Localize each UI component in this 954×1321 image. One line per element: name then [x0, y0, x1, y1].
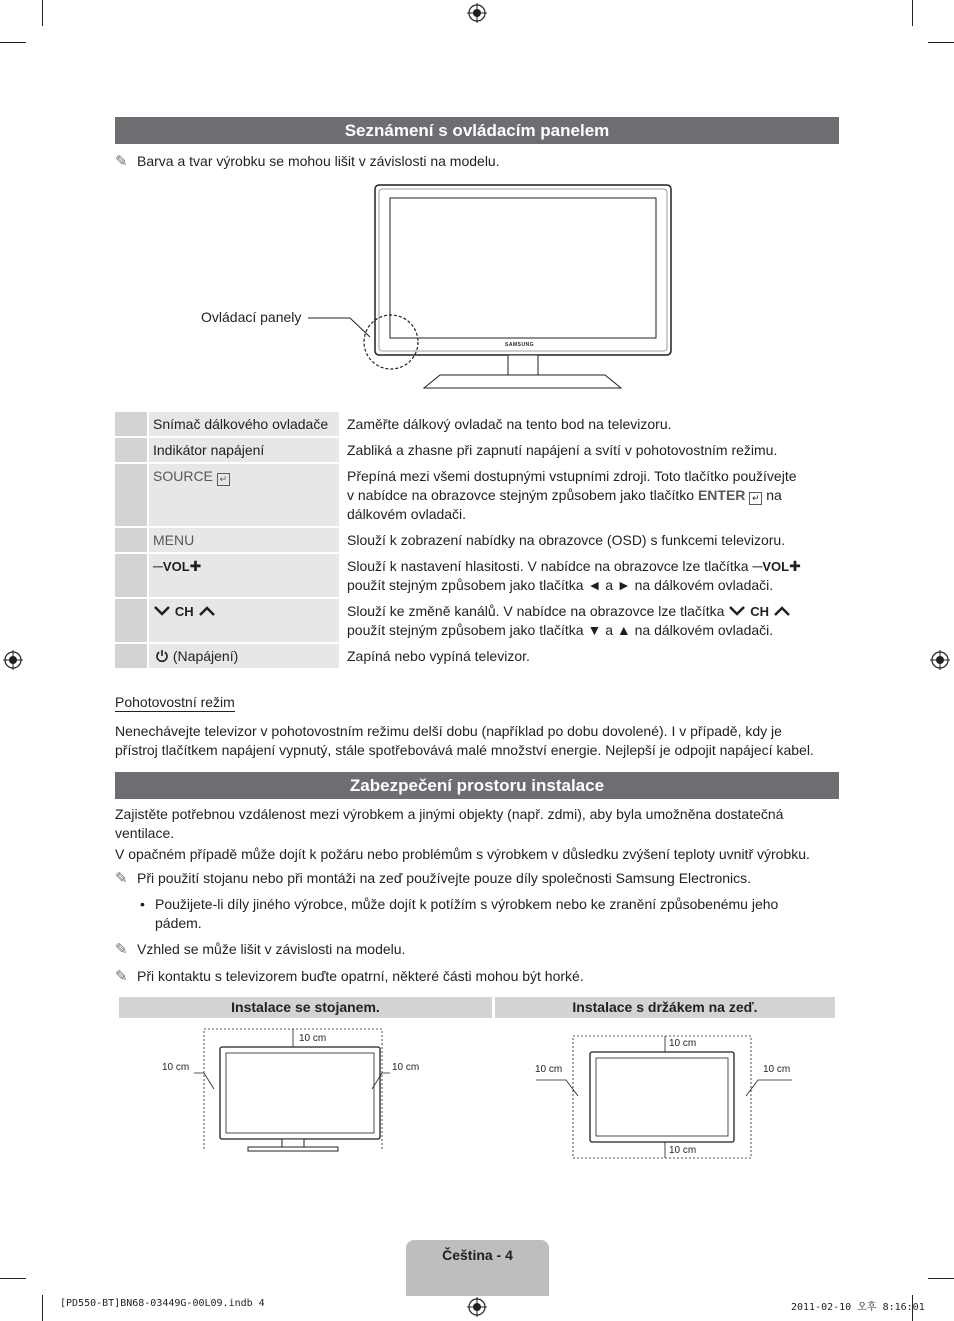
pencil-note-icon: ✎	[115, 968, 128, 985]
desc-line: dálkovém ovladači.	[347, 506, 467, 522]
desc-line: použít stejným způsobem jako tlačítka ▼ a ▲ na dálkovém ovladači.	[347, 622, 774, 638]
chevron-down-icon	[153, 605, 171, 617]
note-samsung-parts	[115, 869, 751, 888]
crop-mark	[42, 1295, 43, 1321]
control-description	[341, 554, 839, 597]
note-text: Při použití stojanu nebo při montáži na zeď používejte pouze díly společnosti Samsung Electronics.	[137, 870, 752, 886]
registration-mark-icon	[467, 1297, 487, 1317]
desc-line: Slouží k nastavení hlasitosti. V nabídce na obrazovce lze tlačítka ─VOL✚	[347, 558, 801, 574]
section-title-installation-space: Zabezpečení prostoru instalace	[115, 772, 839, 799]
power-label: (Napájení)	[172, 648, 239, 664]
callout-control-panels: Ovládací panely	[201, 309, 302, 325]
table-row	[115, 412, 839, 436]
plus-icon: ✚	[789, 558, 801, 574]
row-number-cell	[115, 464, 147, 526]
pencil-note-icon: ✎	[115, 870, 128, 887]
text-line: Nenechávejte televizor v pohotovostním režimu delší dobu (například po dobu dovolené). I v případě, kdy je	[115, 723, 782, 739]
control-name-power	[149, 644, 339, 668]
note-text: Vzhled se může lišit v závislosti na modelu.	[137, 941, 406, 957]
control-description: Zaměřte dálkový ovladač na tento bod na televizoru.	[347, 416, 672, 432]
registration-mark-icon	[930, 650, 950, 670]
desc-line: použít stejným způsobem jako tlačítka ◄ a ► na dálkovém ovladači.	[347, 577, 774, 593]
table-row	[115, 554, 839, 597]
distance-right-label: 10 cm	[763, 1064, 791, 1075]
tv-brand-logo: SAMSUNG	[505, 342, 535, 348]
crop-mark	[0, 42, 26, 43]
note-text: Barva a tvar výrobku se mohou lišit v závislosti na modelu.	[137, 153, 500, 169]
bullet-icon: •	[140, 896, 145, 912]
control-description: Slouží k zobrazení nabídky na obrazovce (OSD) s funkcemi televizoru.	[347, 532, 786, 548]
note-appearance	[115, 940, 405, 959]
pencil-note-icon: ✎	[115, 153, 128, 170]
row-number-cell	[115, 438, 147, 462]
crop-mark	[928, 1278, 954, 1279]
desc-line: Slouží ke změně kanálů. V nabídce na obrazovce lze tlačítka CH	[347, 602, 839, 621]
registration-mark-icon	[3, 650, 23, 670]
minus-icon: ─	[752, 558, 763, 574]
chevron-up-icon	[198, 605, 216, 617]
tv-front-illustration	[195, 182, 675, 394]
standby-text	[115, 722, 840, 760]
crop-mark	[928, 42, 954, 43]
bullet-item	[140, 895, 830, 933]
control-name: MENU	[149, 528, 339, 552]
ch-label: CH	[750, 604, 770, 619]
section-title-control-panel: Seznámení s ovládacím panelem	[115, 117, 839, 144]
table-row	[115, 438, 839, 462]
ventilation-text	[115, 805, 840, 864]
crop-mark	[42, 0, 43, 26]
row-number-cell	[115, 599, 147, 642]
row-number-cell	[115, 554, 147, 597]
control-name: Indikátor napájení	[149, 438, 339, 462]
vol-label: VOL	[162, 559, 190, 574]
vol-label: VOL	[762, 559, 790, 574]
text-line: ventilace.	[115, 825, 175, 841]
control-description	[341, 464, 839, 526]
desc-line: v nabídce na obrazovce stejným způsobem jako tlačítko ENTER ↵ na	[347, 487, 782, 503]
source-label: SOURCE	[153, 468, 213, 484]
distance-bottom-label: 10 cm	[669, 1145, 697, 1156]
text-line: V opačném případě může dojít k požáru nebo problémům s výrobkem v důsledku zvýšení teploty uvnitř výrobku.	[115, 846, 810, 862]
row-number-cell	[115, 412, 147, 436]
distance-top-label: 10 cm	[669, 1038, 697, 1049]
control-name: Snímač dálkového ovladače	[149, 412, 339, 436]
standby-heading: Pohotovostní režim	[115, 694, 235, 710]
control-description	[341, 599, 839, 642]
note-hot-parts	[115, 967, 584, 986]
minus-icon: ─	[153, 558, 163, 574]
table-row	[115, 599, 839, 642]
row-number-cell	[115, 644, 147, 668]
page-number-tab: Čeština - 4	[406, 1240, 549, 1296]
text-line: přístroj tlačítkem napájení vypnutý, stále spotřebovává malé množství energie. Nejlepší je odpojit napájecí kabel.	[115, 742, 814, 758]
wall-install-diagram	[530, 1030, 800, 1162]
table-row	[115, 644, 839, 668]
control-name-ch	[149, 599, 339, 642]
text-line: pádem.	[155, 915, 202, 931]
enter-icon: ↵	[749, 492, 762, 505]
control-name-source	[149, 464, 339, 526]
distance-top-label: 10 cm	[299, 1033, 327, 1044]
enter-icon: ↵	[217, 473, 230, 486]
control-name-vol	[149, 554, 339, 597]
stand-install-heading: Instalace se stojanem.	[119, 997, 492, 1018]
stand-install-diagram	[150, 1025, 400, 1155]
enter-label: ENTER	[697, 487, 746, 503]
text-line: Použijete-li díly jiného výrobce, může dojít k potížím s výrobkem nebo ke zranění způsobenému jeho	[155, 896, 779, 912]
distance-left-label: 10 cm	[162, 1062, 190, 1073]
file-slug: [PD550-BT]BN68-03449G-00L09.indb 4	[60, 1298, 265, 1309]
distance-right-label: 10 cm	[392, 1062, 420, 1073]
chevron-up-icon	[773, 605, 791, 617]
control-description: Zapíná nebo vypíná televizor.	[347, 648, 530, 664]
wall-install-heading: Instalace s držákem na zeď.	[495, 997, 835, 1018]
crop-mark	[0, 1278, 26, 1279]
note-text: Při kontaktu s televizorem buďte opatrní, některé části mohou být horké.	[137, 968, 584, 984]
print-timestamp: 2011-02-10 오후 8:16:01	[791, 1302, 925, 1313]
table-row	[115, 528, 839, 552]
registration-mark-icon	[467, 3, 487, 23]
text-line: Zajistěte potřebnou vzdálenost mezi výrobkem a jinými objekty (např. zdmi), aby byla umožněna dostatečná	[115, 806, 784, 822]
distance-left-label: 10 cm	[535, 1064, 563, 1075]
crop-mark	[912, 0, 913, 26]
desc-line: Přepíná mezi všemi dostupnými vstupními zdroji. Toto tlačítko používejte	[347, 468, 797, 484]
ch-label: CH	[174, 604, 194, 619]
chevron-down-icon	[728, 605, 746, 617]
control-description: Zabliká a zhasne při zapnutí napájení a svítí v pohotovostním režimu.	[347, 442, 778, 458]
pencil-note-icon: ✎	[115, 941, 128, 958]
plus-icon: ✚	[189, 558, 202, 574]
note-model-variation	[115, 152, 500, 171]
table-row	[115, 464, 839, 526]
row-number-cell	[115, 528, 147, 552]
power-icon	[155, 649, 169, 663]
